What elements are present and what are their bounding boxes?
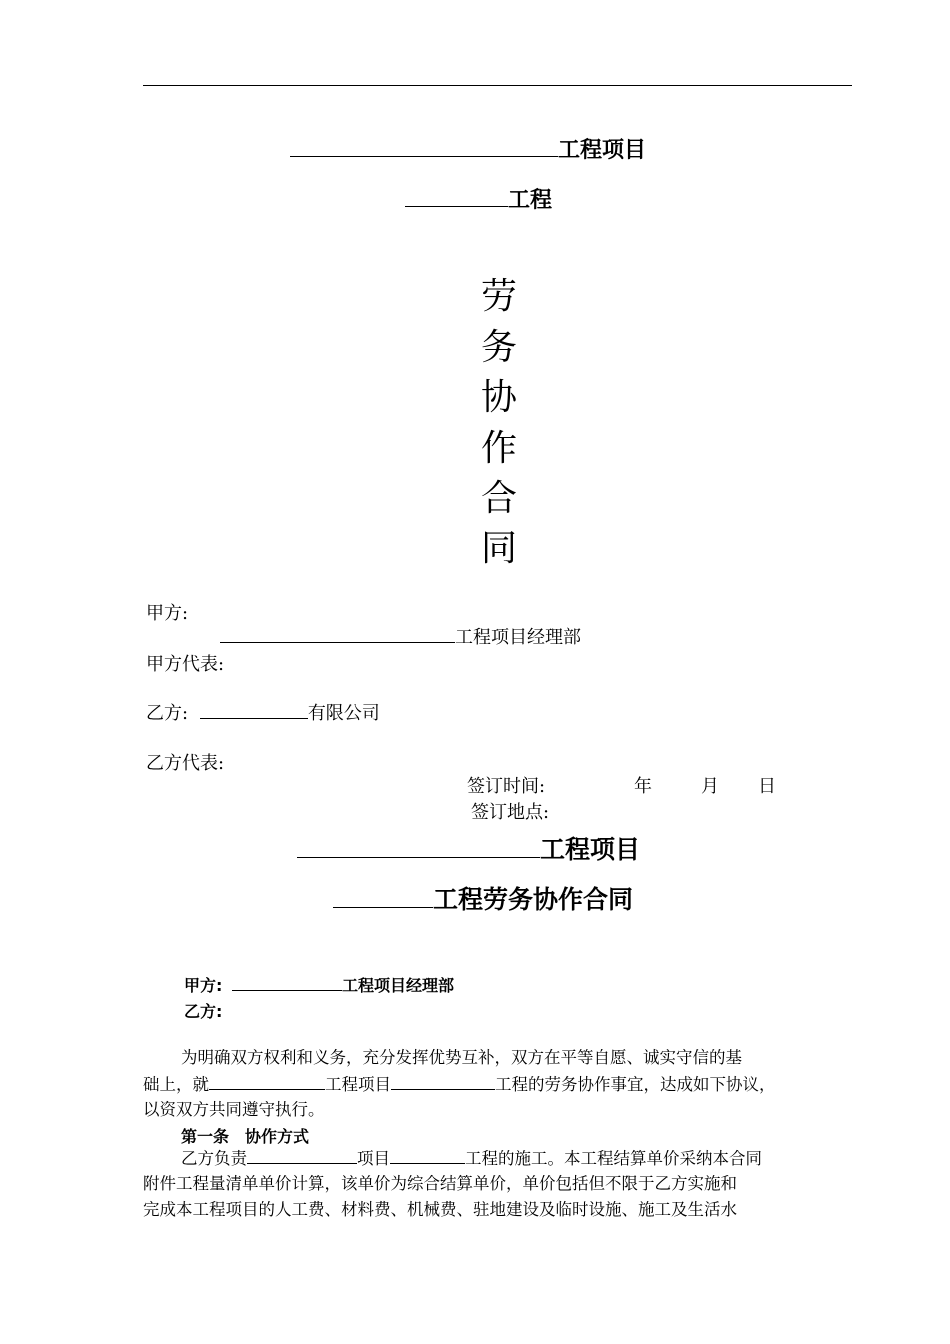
intro-line-3: 以资双方共同遵守执行。 [143,1100,325,1119]
sign-place-label: 签订地点: [471,802,550,823]
article-1-line-1-mid: 项目 [357,1149,390,1168]
cover-heading-engineering [405,183,552,214]
cover-heading-project-text: 工程项目 [558,138,647,163]
vertical-title-char: 劳 [481,276,518,317]
blank-line [405,187,508,207]
intro-line-2-mid: 工程项目 [325,1075,391,1094]
vertical-title-char: 协 [481,377,518,418]
contract-title-project [297,830,640,866]
blank-line [220,623,455,643]
blank-line [200,699,308,719]
contract-title-project-text: 工程项目 [540,835,641,864]
contract-party-a [184,973,454,996]
blank-line [391,1071,495,1090]
vertical-title-char: 合 [481,478,518,519]
cover-heading-project [290,133,646,164]
blank-line [209,1071,325,1090]
article-1-line-1-end: 工程的施工。本工程结算单价采纳本合同 [465,1149,762,1168]
contract-party-b-label: 乙方: [184,1002,223,1021]
cover-party-b-rep-label: 乙方代表: [146,753,225,774]
sign-month: 月 [701,776,719,797]
blank-line [247,1145,357,1164]
article-1-line-1 [181,1145,762,1172]
contract-title-main [333,880,633,916]
contract-party-a-text: 工程项目经理部 [341,976,454,995]
cover-party-a-value-text: 工程项目经理部 [455,627,581,648]
vertical-title-char: 务 [481,327,518,368]
cover-party-b-label: 乙方: [146,703,189,724]
cover-party-a-value [220,623,581,649]
article-1-line-2: 附件工程量清单单价计算，该单价为综合结算单价，单价包括但不限于乙方实施和 [143,1174,737,1193]
header-rule [143,85,852,86]
blank-line [290,137,558,157]
blank-line [333,885,433,908]
blank-line [297,835,540,858]
article-1-line-1-start: 乙方负责 [181,1149,247,1168]
intro-line-2-start: 础上，就 [143,1075,209,1094]
cover-party-a-label: 甲方: [146,603,189,624]
cover-party-b-value-text: 有限公司 [307,703,380,724]
contract-title-main-text: 工程劳务协作合同 [433,885,634,914]
intro-line-2 [143,1071,776,1098]
intro-line-2-end: 工程的劳务协作事宜，达成如下协议， [495,1075,776,1094]
article-1-line-3: 完成本工程项目的人工费、材料费、机械费、驻地建设及临时设施、施工及生活水 [143,1200,737,1219]
sign-year: 年 [634,776,652,797]
sign-time-label: 签订时间: [467,776,546,797]
contract-party-a-label: 甲方: [184,976,223,995]
article-1-heading: 第一条 协作方式 [181,1127,310,1146]
sign-day: 日 [758,776,776,797]
vertical-title-char: 同 [481,528,518,569]
cover-party-a-rep-label: 甲方代表: [146,654,225,675]
vertical-title-char: 作 [481,428,518,469]
cover-party-b [146,699,380,725]
blank-line [232,974,342,991]
blank-line [390,1145,465,1164]
cover-heading-engineering-text: 工程 [508,188,553,213]
intro-line-1: 为明确双方权利和义务，充分发挥优势互补，双方在平等自愿、诚实守信的基 [181,1048,742,1067]
